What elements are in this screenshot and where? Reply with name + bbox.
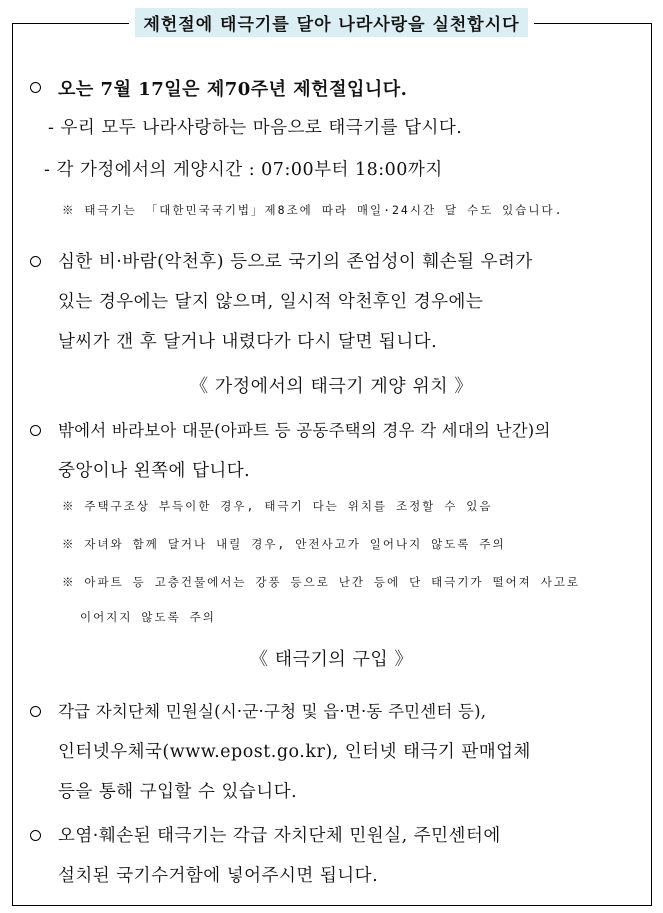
bullet-circle-icon [30,82,41,93]
location-text-line1: 밖에서 바라보아 대문(아파트 등 공동주택의 경우 각 세대의 난간)의 [58,421,551,440]
purchase-text-line1: 각급 자치단체 민원실(시·군·구청 및 읍·면·동 주민센터 등), [58,702,487,721]
location-note-apartment-cont: 이어지지 않도록 주의 [80,610,216,624]
location-note-children: ※ 자녀와 함께 달거나 내릴 경우, 안전사고가 일어나지 않도록 주의 [62,537,506,551]
bullet-circle-icon [30,425,41,436]
location-note-adjust: ※ 주택구조상 부득이한 경우, 태극기 다는 위치를 조정할 수 있음 [62,499,493,513]
bullet-circle-icon [30,256,41,267]
heading-purchase: 《 태극기의 구입 》 [250,649,413,670]
bullet-circle-icon [30,830,41,841]
weather-text-line2: 있는 경우에는 달지 않으며, 일시적 악천후인 경우에는 [58,292,484,312]
purchase-text-line3: 등을 통해 구입할 수 있습니다. [58,782,298,802]
flag-law-note: ※ 태극기는 「대한민국국기법」제8조에 따라 매일·24시간 달 수도 있습니다. [62,203,564,217]
weather-text-line1: 심한 비·바람(악천후) 등으로 국기의 존엄성이 훼손될 우려가 [58,252,533,272]
disposal-text-line2: 설치된 국기수거함에 넣어주시면 됩니다. [58,866,379,886]
location-note-apartment: ※ 아파트 등 고층건물에서는 강풍 등으로 난간 등에 단 태극기가 떨어져 사고로 [62,575,581,589]
weather-text-line3: 날씨가 갠 후 달거나 내렸다가 다시 달면 됩니다. [58,332,438,352]
heading-hanging-location: 《 가정에서의 태극기 게양 위치 》 [190,376,473,397]
location-text-line2: 중앙이나 왼쪽에 답니다. [58,461,251,481]
bullet-circle-icon [30,706,41,717]
hanging-time: - 각 가정에서의 게양시간 : 07:00부터 18:00까지 [44,160,443,180]
disposal-text-line1: 오염·훼손된 태극기는 각급 자치단체 민원실, 주민센터에 [58,826,501,846]
notice-title-text: 제헌절에 태극기를 달아 나라사랑을 실천합시다 [129,8,533,37]
constitution-day-announcement: 오는 7월 17일은 제70주년 제헌절입니다. [58,79,408,100]
notice-title [0,8,663,37]
purchase-text-line2: 인터넷우체국(www.epost.go.kr), 인터넷 태극기 판매업체 [58,742,531,762]
flag-hanging-request: - 우리 모두 나라사랑하는 마음으로 태극기를 답시다. [48,118,463,138]
